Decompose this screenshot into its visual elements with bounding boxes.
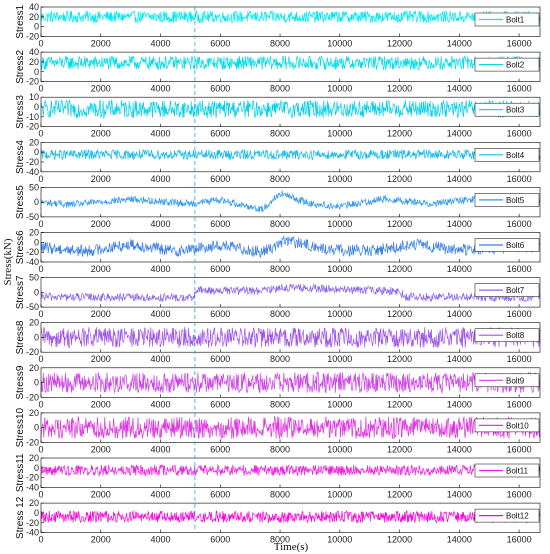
y-tick-label: 40 [28, 2, 39, 12]
y-tick-label: -20 [25, 437, 39, 448]
x-tick-label: 16000 [506, 489, 532, 500]
y-tick-label: 20 [28, 407, 39, 418]
x-tick-label: 4000 [150, 489, 171, 500]
legend-label: Bolt12 [506, 511, 529, 521]
x-tick-label: 0 [38, 173, 44, 184]
x-tick-label: 12000 [387, 444, 413, 455]
x-tick-label: 2000 [90, 399, 111, 410]
y-tick-label: -20 [25, 472, 39, 483]
x-tick-label: 16000 [506, 173, 532, 184]
x-tick-label: 12000 [387, 218, 413, 229]
x-tick-label: 16000 [506, 264, 532, 274]
x-tick-label: 12000 [387, 38, 413, 49]
y-tick-label: 0 [33, 197, 39, 208]
x-tick-label: 16000 [506, 218, 532, 229]
x-tick-label: 2000 [90, 83, 111, 94]
x-tick-label: 6000 [210, 83, 231, 94]
axes-frame [41, 142, 540, 172]
x-tick-label: 10000 [327, 83, 353, 94]
x-tick-label: 14000 [446, 444, 472, 455]
panel-ylabel: Stress4 [15, 140, 26, 175]
x-tick-label: 6000 [210, 218, 231, 229]
x-tick-label: 14000 [446, 309, 472, 320]
y-tick-label: 0 [33, 507, 39, 518]
x-tick-label: 14000 [446, 264, 472, 274]
y-tick-label: 0 [33, 287, 39, 298]
x-tick-label: 16000 [506, 309, 532, 320]
y-tick-label: -20 [25, 247, 39, 258]
y-tick-label: -20 [25, 76, 39, 87]
x-tick-label: 10000 [327, 173, 353, 184]
x-tick-label: 0 [38, 128, 44, 139]
legend-label: Bolt6 [506, 241, 525, 250]
x-tick-label: 4000 [150, 534, 171, 545]
x-tick-label: 10000 [327, 309, 353, 320]
x-tick-label: 10000 [327, 128, 353, 139]
y-tick-label: -20 [25, 156, 39, 167]
axes-frame [41, 187, 540, 217]
x-tick-label: 4000 [150, 128, 171, 139]
x-tick-label: 10000 [327, 399, 353, 410]
y-tick-label: -50 [25, 211, 39, 222]
x-tick-label: 2000 [90, 354, 111, 365]
y-tick-label: 20 [28, 498, 39, 509]
axes-frame [41, 278, 540, 308]
x-tick-label: 16000 [506, 354, 532, 365]
x-axis-label: Time(s) [273, 541, 309, 553]
x-tick-label: 14000 [446, 489, 472, 500]
panel-ylabel: Stress10 [15, 407, 26, 448]
panel-ylabel: Stress5 [15, 185, 26, 220]
x-tick-label: 2000 [90, 534, 111, 545]
panel-stress11 [15, 453, 540, 500]
x-tick-label: 2000 [90, 128, 111, 139]
x-tick-label: 2000 [90, 444, 111, 455]
y-tick-label: 40 [28, 47, 39, 58]
y-tick-label: 0 [33, 237, 39, 248]
x-tick-label: 6000 [210, 128, 231, 139]
x-tick-label: 6000 [210, 38, 231, 49]
x-tick-label: 14000 [446, 354, 472, 365]
x-tick-label: 6000 [210, 399, 231, 410]
y-tick-label: 20 [28, 362, 39, 373]
x-tick-label: 8000 [270, 128, 291, 139]
panel-stress8 [15, 318, 540, 365]
panel-stress1 [15, 2, 540, 49]
x-tick-label: 14000 [446, 399, 472, 410]
x-tick-label: 8000 [270, 534, 291, 545]
x-tick-label: 0 [38, 534, 44, 545]
y-tick-label: -40 [25, 257, 39, 267]
x-tick-label: 0 [38, 309, 44, 320]
panel-stress5 [15, 182, 540, 229]
x-tick-label: 10000 [327, 534, 353, 545]
signal-line-bolt4 [41, 150, 540, 160]
x-tick-label: 6000 [210, 173, 231, 184]
y-tick-label: -40 [25, 166, 39, 177]
y-tick-label: 20 [28, 227, 39, 238]
x-tick-label: 8000 [270, 173, 291, 184]
legend-label: Bolt8 [506, 331, 525, 341]
x-tick-label: 2000 [90, 218, 111, 229]
panel-ylabel: Stress8 [15, 320, 26, 355]
y-axis-label: Stress(kN) [2, 238, 14, 286]
x-tick-label: 2000 [90, 173, 111, 184]
panel-stress6 [15, 228, 540, 275]
y-tick-label: 20 [28, 453, 39, 463]
x-tick-label: 6000 [210, 309, 231, 320]
signal-line-bolt10 [41, 417, 540, 439]
x-tick-label: 8000 [270, 218, 291, 229]
x-tick-label: 8000 [270, 489, 291, 500]
y-tick-label: -20 [25, 31, 39, 42]
axes-frame [41, 7, 540, 37]
y-tick-label: 0 [33, 21, 39, 32]
x-tick-label: 8000 [270, 264, 291, 274]
x-tick-label: 10000 [327, 38, 353, 49]
signal-line-bolt6 [41, 236, 540, 257]
signal-line-bolt12 [41, 511, 540, 523]
x-tick-label: 6000 [210, 264, 231, 274]
y-tick-label: 50 [28, 182, 39, 193]
x-tick-label: 8000 [270, 309, 291, 320]
x-tick-label: 6000 [210, 534, 231, 545]
y-tick-label: 20 [28, 11, 39, 22]
signal-line-bolt1 [41, 11, 540, 23]
y-tick-label: 0 [33, 462, 39, 473]
legend-label: Bolt5 [506, 195, 525, 205]
x-tick-label: 12000 [387, 489, 413, 500]
y-tick-label: -20 [25, 121, 39, 132]
x-tick-label: 8000 [270, 83, 291, 94]
y-tick-label: -50 [25, 302, 39, 313]
panel-ylabel: Stress7 [15, 275, 26, 310]
x-tick-label: 14000 [446, 83, 472, 94]
y-tick-label: -40 [25, 482, 39, 493]
y-tick-label: -10 [25, 111, 39, 122]
y-tick-label: 0 [33, 332, 39, 343]
x-tick-label: 16000 [506, 83, 532, 94]
x-tick-label: 14000 [446, 128, 472, 139]
x-tick-label: 4000 [150, 354, 171, 365]
panel-stress3 [15, 92, 540, 139]
x-tick-label: 12000 [387, 173, 413, 184]
legend-label: Bolt9 [506, 376, 525, 386]
x-tick-label: 0 [38, 38, 44, 49]
x-tick-label: 16000 [506, 444, 532, 455]
x-tick-label: 6000 [210, 444, 231, 455]
x-tick-label: 0 [38, 264, 44, 274]
x-tick-label: 4000 [150, 83, 171, 94]
x-tick-label: 0 [38, 218, 44, 229]
x-tick-label: 2000 [90, 264, 111, 274]
y-tick-label: 20 [28, 317, 39, 328]
x-tick-label: 0 [38, 83, 44, 94]
x-tick-label: 6000 [210, 354, 231, 365]
legend-label: Bolt10 [506, 421, 529, 431]
x-tick-label: 10000 [327, 218, 353, 229]
x-tick-label: 14000 [446, 534, 472, 545]
y-tick-label: 0 [33, 147, 39, 158]
x-tick-label: 4000 [150, 38, 171, 49]
y-tick-label: 0 [33, 377, 39, 388]
x-tick-label: 12000 [387, 309, 413, 320]
x-tick-label: 0 [38, 489, 44, 500]
panel-ylabel: Stress11 [15, 453, 26, 493]
panel-stress10 [15, 407, 540, 454]
x-tick-label: 4000 [150, 444, 171, 455]
y-tick-label: 0 [33, 66, 39, 77]
x-tick-label: 10000 [327, 354, 353, 365]
x-tick-label: 10000 [327, 264, 353, 274]
y-tick-label: -20 [25, 347, 39, 358]
x-tick-label: 2000 [90, 489, 111, 500]
signal-line-bolt11 [41, 465, 540, 476]
y-tick-label: -20 [25, 392, 39, 403]
x-tick-label: 8000 [270, 444, 291, 455]
x-tick-label: 16000 [506, 399, 532, 410]
x-tick-label: 12000 [387, 399, 413, 410]
y-tick-label: 0 [33, 102, 39, 113]
legend-label: Bolt3 [506, 105, 525, 115]
signal-line-bolt5 [41, 191, 540, 212]
x-tick-label: 8000 [270, 354, 291, 365]
x-tick-label: 12000 [387, 128, 413, 139]
legend-label: Bolt11 [506, 466, 529, 476]
x-tick-label: 12000 [387, 354, 413, 365]
panel-ylabel: Stress9 [15, 365, 26, 400]
x-tick-label: 12000 [387, 83, 413, 94]
x-tick-label: 14000 [446, 218, 472, 229]
x-tick-label: 12000 [387, 264, 413, 274]
x-tick-label: 14000 [446, 38, 472, 49]
legend-label: Bolt2 [506, 60, 525, 70]
x-tick-label: 8000 [270, 38, 291, 49]
x-tick-label: 10000 [327, 489, 353, 500]
legend-label: Bolt7 [506, 286, 525, 296]
y-tick-label: 20 [28, 137, 39, 148]
x-tick-label: 4000 [150, 309, 171, 320]
y-tick-label: -20 [25, 517, 39, 528]
x-tick-label: 12000 [387, 534, 413, 545]
panel-ylabel: Stress1 [15, 4, 26, 39]
panel-stress12 [15, 496, 540, 544]
x-tick-label: 4000 [150, 399, 171, 410]
signal-line-bolt3 [41, 100, 540, 118]
x-tick-label: 16000 [506, 38, 532, 49]
x-tick-label: 14000 [446, 173, 472, 184]
panel-ylabel: Stress3 [15, 94, 26, 129]
y-tick-label: -40 [25, 527, 39, 538]
y-tick-label: 20 [28, 56, 39, 67]
x-tick-label: 16000 [506, 534, 532, 545]
y-tick-label: 0 [33, 422, 39, 433]
y-tick-label: 50 [28, 272, 39, 283]
x-tick-label: 16000 [506, 128, 532, 139]
x-tick-label: 8000 [270, 399, 291, 410]
panel-ylabel: Stress6 [15, 230, 26, 265]
panel-stress4 [15, 137, 540, 184]
legend-label: Bolt4 [506, 150, 525, 160]
x-tick-label: 2000 [90, 309, 111, 320]
x-tick-label: 6000 [210, 489, 231, 500]
x-tick-label: 4000 [150, 264, 171, 274]
panel-stress2 [15, 47, 540, 94]
signal-line-bolt2 [41, 56, 540, 70]
panel-stress7 [15, 273, 540, 320]
signal-line-bolt8 [41, 327, 540, 348]
x-tick-label: 0 [38, 444, 44, 455]
x-tick-label: 4000 [150, 218, 171, 229]
panels-group [15, 2, 540, 545]
signal-line-bolt7 [41, 284, 540, 302]
x-tick-label: 0 [38, 399, 44, 410]
y-tick-label: 10 [28, 92, 39, 103]
panel-ylabel: Stress 12 [15, 496, 26, 539]
x-tick-label: 0 [38, 354, 44, 365]
panel-ylabel: Stress2 [15, 49, 26, 84]
x-tick-label: 4000 [150, 173, 171, 184]
x-tick-label: 10000 [327, 444, 353, 455]
x-tick-label: 2000 [90, 38, 111, 49]
legend-label: Bolt1 [506, 15, 525, 25]
panel-stress9 [15, 363, 540, 410]
signal-line-bolt9 [41, 372, 540, 393]
